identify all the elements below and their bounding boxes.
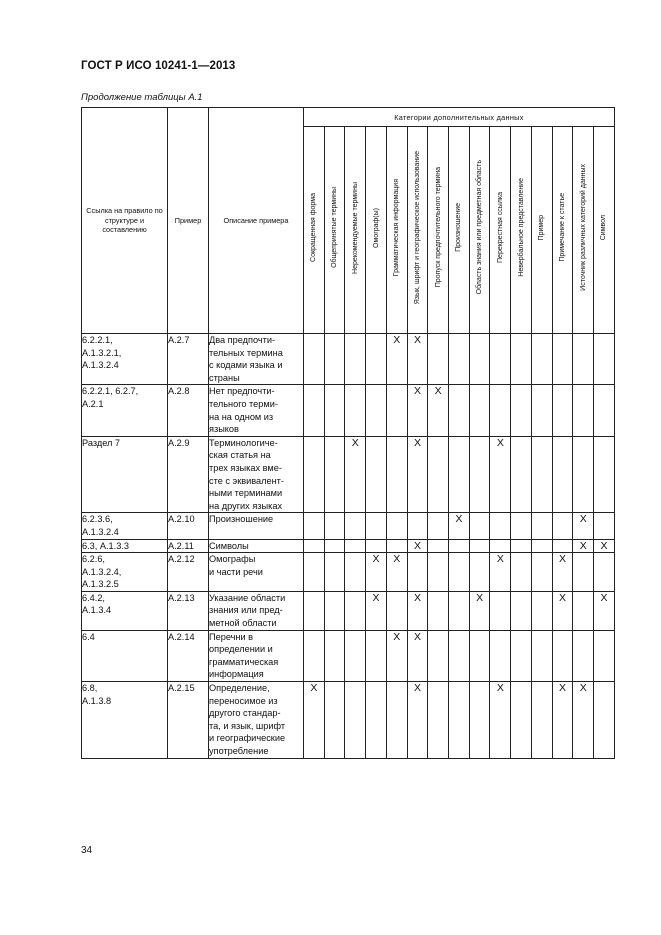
category-header (469, 127, 490, 334)
category-mark-cell (573, 553, 594, 592)
table-row (82, 682, 615, 759)
category-mark-cell (428, 630, 449, 681)
category-mark-cell (366, 334, 387, 385)
description-cell (209, 553, 304, 592)
category-mark-cell: X (490, 553, 511, 592)
example-cell: А.2.10 (168, 513, 209, 539)
category-mark-cell (594, 436, 615, 513)
category-mark-cell (552, 630, 573, 681)
description-cell (209, 513, 304, 539)
example-cell: А.2.13 (168, 591, 209, 630)
category-mark-cell: X (366, 591, 387, 630)
category-mark-cell (511, 385, 532, 436)
description-line: тельных термина (209, 347, 283, 358)
category-mark-cell: X (490, 682, 511, 759)
column-header-example: Пример (168, 108, 209, 334)
category-mark-cell (428, 334, 449, 385)
category-mark-cell: X (594, 591, 615, 630)
page-number: 34 (81, 845, 93, 856)
description-line: ными терминами (209, 488, 283, 499)
example-cell: А.2.9 (168, 436, 209, 513)
category-mark-cell (428, 682, 449, 759)
reference-line: 6.2.6, (82, 554, 105, 565)
category-label: Пропуск предпочтительного термина (434, 167, 442, 288)
category-header (573, 127, 594, 334)
category-mark-cell (594, 385, 615, 436)
reference-line: А.1.3.4 (82, 605, 112, 616)
category-mark-cell (386, 591, 407, 630)
category-mark-cell: X (407, 630, 428, 681)
description-line: Омографы (209, 554, 256, 565)
category-mark-cell (345, 682, 366, 759)
reference-line: 6.4 (82, 631, 95, 642)
table-row (82, 539, 615, 553)
table-row (82, 591, 615, 630)
description-line: Два предпочти- (209, 335, 276, 345)
reference-line: А.1.3.2.5 (82, 579, 119, 590)
example-cell: А.2.11 (168, 539, 209, 553)
description-line: языков (209, 424, 239, 435)
category-mark-cell (386, 436, 407, 513)
category-mark-cell (531, 334, 552, 385)
category-mark-cell (469, 682, 490, 759)
description-line: Терминологиче- (209, 437, 278, 448)
description-line: на на одном из (209, 411, 274, 422)
category-mark-cell (449, 436, 470, 513)
reference-line: А.2.1 (82, 398, 104, 409)
category-label: Грамматическая информация (393, 178, 401, 277)
category-label: Невербальное представление (517, 178, 525, 277)
reference-cell (82, 682, 168, 759)
category-mark-cell (469, 630, 490, 681)
category-label: Общепринятые термины (331, 187, 339, 268)
category-mark-cell (449, 682, 470, 759)
category-mark-cell (345, 334, 366, 385)
category-header (449, 127, 470, 334)
category-header (324, 127, 345, 334)
category-mark-cell (594, 553, 615, 592)
category-mark-cell (324, 385, 345, 436)
category-mark-cell (594, 334, 615, 385)
description-line: страны (209, 372, 240, 383)
category-mark-cell (490, 334, 511, 385)
description-line: с кодами языка и (209, 360, 283, 371)
table-row (82, 436, 615, 513)
description-line: и географические (209, 733, 286, 744)
category-label: Источник различных категорий данных (579, 164, 587, 291)
reference-line: А.1.3.2.4 (82, 526, 119, 537)
category-mark-cell (511, 682, 532, 759)
category-mark-cell (511, 513, 532, 539)
category-mark-cell (490, 385, 511, 436)
description-line: грамматическая (209, 656, 279, 667)
description-cell (209, 591, 304, 630)
category-mark-cell (552, 539, 573, 553)
reference-line: 6.2.2.1, 6.2.7, (82, 386, 139, 397)
category-mark-cell (428, 553, 449, 592)
category-mark-cell: X (469, 591, 490, 630)
category-mark-cell (324, 513, 345, 539)
category-label: Произношение (455, 203, 463, 252)
category-mark-cell (449, 630, 470, 681)
example-cell: А.2.15 (168, 682, 209, 759)
description-line: та, и язык, шрифт (209, 720, 286, 731)
category-mark-cell (324, 553, 345, 592)
category-label: Область знания или предметная область (476, 160, 484, 295)
category-mark-cell (552, 334, 573, 385)
category-mark-cell: X (304, 682, 325, 759)
example-cell: А.2.12 (168, 553, 209, 592)
category-mark-cell (490, 539, 511, 553)
category-mark-cell (407, 553, 428, 592)
description-line: Определение, (209, 683, 270, 694)
category-mark-cell (531, 553, 552, 592)
category-mark-cell (304, 539, 325, 553)
category-header (594, 127, 615, 334)
category-mark-cell (449, 385, 470, 436)
category-mark-cell (428, 591, 449, 630)
category-mark-cell (594, 513, 615, 539)
category-label: Нерекомендуемые термины (351, 181, 359, 274)
description-cell (209, 385, 304, 436)
description-line: Произношение (209, 514, 274, 525)
category-mark-cell (469, 539, 490, 553)
category-mark-cell (449, 591, 470, 630)
category-mark-cell (531, 591, 552, 630)
description-line: другого стандар- (209, 708, 281, 719)
category-mark-cell (304, 385, 325, 436)
category-mark-cell (573, 630, 594, 681)
category-mark-cell (407, 513, 428, 539)
description-line: определении и (209, 644, 273, 655)
category-mark-cell (511, 436, 532, 513)
category-mark-cell: X (490, 436, 511, 513)
category-header (386, 127, 407, 334)
reference-line: А.1.3.2.1, (82, 347, 122, 358)
category-mark-cell: X (407, 682, 428, 759)
description-line: Указание области (209, 592, 286, 603)
additional-data-table (81, 107, 615, 759)
reference-line: 6.2.3.6, (82, 514, 113, 525)
category-header (511, 127, 532, 334)
category-mark-cell (511, 539, 532, 553)
category-mark-cell (552, 513, 573, 539)
category-mark-cell (304, 553, 325, 592)
reference-cell (82, 385, 168, 436)
category-mark-cell: X (407, 436, 428, 513)
category-mark-cell (428, 436, 449, 513)
reference-cell (82, 539, 168, 553)
category-header (304, 127, 325, 334)
category-mark-cell (324, 539, 345, 553)
category-mark-cell (490, 513, 511, 539)
category-mark-cell (531, 630, 552, 681)
category-mark-cell (531, 539, 552, 553)
category-label: Примечание к статье (558, 193, 566, 262)
category-mark-cell (594, 630, 615, 681)
category-mark-cell (386, 385, 407, 436)
description-line: Символы (209, 540, 249, 551)
table-row (82, 630, 615, 681)
category-mark-cell (366, 436, 387, 513)
category-header (490, 127, 511, 334)
category-mark-cell (531, 436, 552, 513)
category-mark-cell (531, 385, 552, 436)
category-mark-cell (573, 436, 594, 513)
category-mark-cell: X (428, 385, 449, 436)
category-mark-cell (573, 334, 594, 385)
category-mark-cell: X (573, 539, 594, 553)
category-mark-cell (345, 539, 366, 553)
category-mark-cell (304, 436, 325, 513)
table-row (82, 513, 615, 539)
description-line: трех языках вме- (209, 462, 282, 473)
category-mark-cell (304, 334, 325, 385)
category-mark-cell (345, 630, 366, 681)
category-mark-cell (304, 630, 325, 681)
category-mark-cell (304, 591, 325, 630)
category-header (531, 127, 552, 334)
table-row (82, 334, 615, 385)
category-mark-cell: X (386, 334, 407, 385)
category-header (407, 127, 428, 334)
category-mark-cell (511, 591, 532, 630)
category-mark-cell (324, 436, 345, 513)
reference-line: 6.2.2.1, (82, 335, 113, 345)
category-mark-cell: X (573, 682, 594, 759)
description-cell (209, 436, 304, 513)
category-header (345, 127, 366, 334)
category-mark-cell (366, 513, 387, 539)
description-line: информация (209, 669, 264, 680)
example-cell: А.2.14 (168, 630, 209, 681)
category-mark-cell (531, 513, 552, 539)
category-mark-cell (552, 385, 573, 436)
reference-cell (82, 591, 168, 630)
category-mark-cell (511, 553, 532, 592)
category-mark-cell: X (366, 553, 387, 592)
description-cell (209, 630, 304, 681)
category-mark-cell (449, 334, 470, 385)
category-mark-cell: X (552, 682, 573, 759)
category-mark-cell (304, 513, 325, 539)
category-mark-cell: X (407, 539, 428, 553)
reference-line: А.1.3.8 (82, 695, 112, 706)
category-mark-cell (345, 553, 366, 592)
category-mark-cell (511, 334, 532, 385)
category-mark-cell (324, 630, 345, 681)
category-mark-cell: X (552, 591, 573, 630)
category-mark-cell (345, 385, 366, 436)
category-label: Омограф(ы) (372, 207, 380, 248)
category-mark-cell (324, 682, 345, 759)
description-line: и части речи (209, 566, 263, 577)
description-line: метной области (209, 618, 277, 629)
description-line: сте с эквивалент- (209, 475, 284, 486)
category-mark-cell (490, 591, 511, 630)
reference-line: 6.3, А.1.3.3 (82, 540, 129, 551)
description-line: Нет предпочти- (209, 386, 275, 397)
description-cell (209, 539, 304, 553)
category-mark-cell (469, 334, 490, 385)
category-mark-cell (490, 630, 511, 681)
category-mark-cell: X (386, 630, 407, 681)
category-header (366, 127, 387, 334)
description-cell (209, 682, 304, 759)
reference-cell (82, 553, 168, 592)
category-mark-cell (469, 513, 490, 539)
example-cell: А.2.8 (168, 385, 209, 436)
category-mark-cell (573, 385, 594, 436)
category-mark-cell: X (407, 334, 428, 385)
category-mark-cell (428, 513, 449, 539)
category-mark-cell (366, 630, 387, 681)
category-mark-cell: X (407, 591, 428, 630)
reference-cell (82, 630, 168, 681)
description-line: Перечни в (209, 631, 254, 642)
category-mark-cell (324, 591, 345, 630)
description-line: знания или пред- (209, 605, 283, 616)
category-mark-cell: X (345, 436, 366, 513)
reference-cell (82, 334, 168, 385)
column-header-reference: Ссылка на правило по структуре и составлению (82, 108, 168, 334)
category-mark-cell (386, 539, 407, 553)
category-mark-cell: X (449, 513, 470, 539)
category-label: Пример (538, 214, 546, 241)
category-mark-cell (386, 513, 407, 539)
document-header: ГОСТ Р ИСО 10241-1—2013 (81, 60, 236, 72)
categories-group-header: Категории дополнительных данных (304, 108, 615, 127)
reference-line: 6.8, (82, 683, 98, 694)
category-label: Символ (600, 214, 608, 241)
category-mark-cell (324, 334, 345, 385)
category-mark-cell (449, 553, 470, 592)
category-header (552, 127, 573, 334)
category-mark-cell (573, 591, 594, 630)
category-mark-cell (469, 436, 490, 513)
column-header-description: Описание примера (209, 108, 304, 334)
category-mark-cell (469, 385, 490, 436)
category-mark-cell (594, 682, 615, 759)
category-mark-cell: X (594, 539, 615, 553)
category-mark-cell (428, 539, 449, 553)
category-mark-cell (366, 385, 387, 436)
category-label: Язык, шрифт и географическое использование (413, 150, 421, 305)
table-row (82, 385, 615, 436)
category-mark-cell: X (386, 553, 407, 592)
description-line: употребление (209, 746, 269, 756)
reference-line: А.1.3.2.4 (82, 360, 119, 371)
reference-cell (82, 436, 168, 513)
category-mark-cell (345, 591, 366, 630)
category-header (428, 127, 449, 334)
category-mark-cell (552, 436, 573, 513)
category-mark-cell (511, 630, 532, 681)
category-mark-cell (386, 682, 407, 759)
description-line: переносимое из (209, 695, 278, 706)
description-line: ская статья на (209, 450, 271, 461)
category-mark-cell (345, 513, 366, 539)
description-line: на других языках (209, 500, 283, 511)
category-mark-cell: X (407, 385, 428, 436)
category-mark-cell (366, 539, 387, 553)
category-mark-cell: X (573, 513, 594, 539)
reference-cell (82, 513, 168, 539)
category-mark-cell (449, 539, 470, 553)
reference-line: Раздел 7 (82, 437, 121, 448)
category-mark-cell (469, 553, 490, 592)
description-cell (209, 334, 304, 385)
reference-line: 6.4.2, (82, 592, 105, 603)
example-cell: А.2.7 (168, 334, 209, 385)
description-line: тельного терми- (209, 398, 278, 409)
reference-line: А.1.3.2.4, (82, 566, 122, 577)
table-caption: Продолжение таблицы А.1 (81, 92, 203, 103)
category-label: Перекрестная ссылка (496, 192, 504, 263)
category-mark-cell (531, 682, 552, 759)
category-mark-cell: X (552, 553, 573, 592)
category-mark-cell (366, 682, 387, 759)
category-label: Сокращенная форма (310, 193, 318, 262)
table-row (82, 553, 615, 592)
